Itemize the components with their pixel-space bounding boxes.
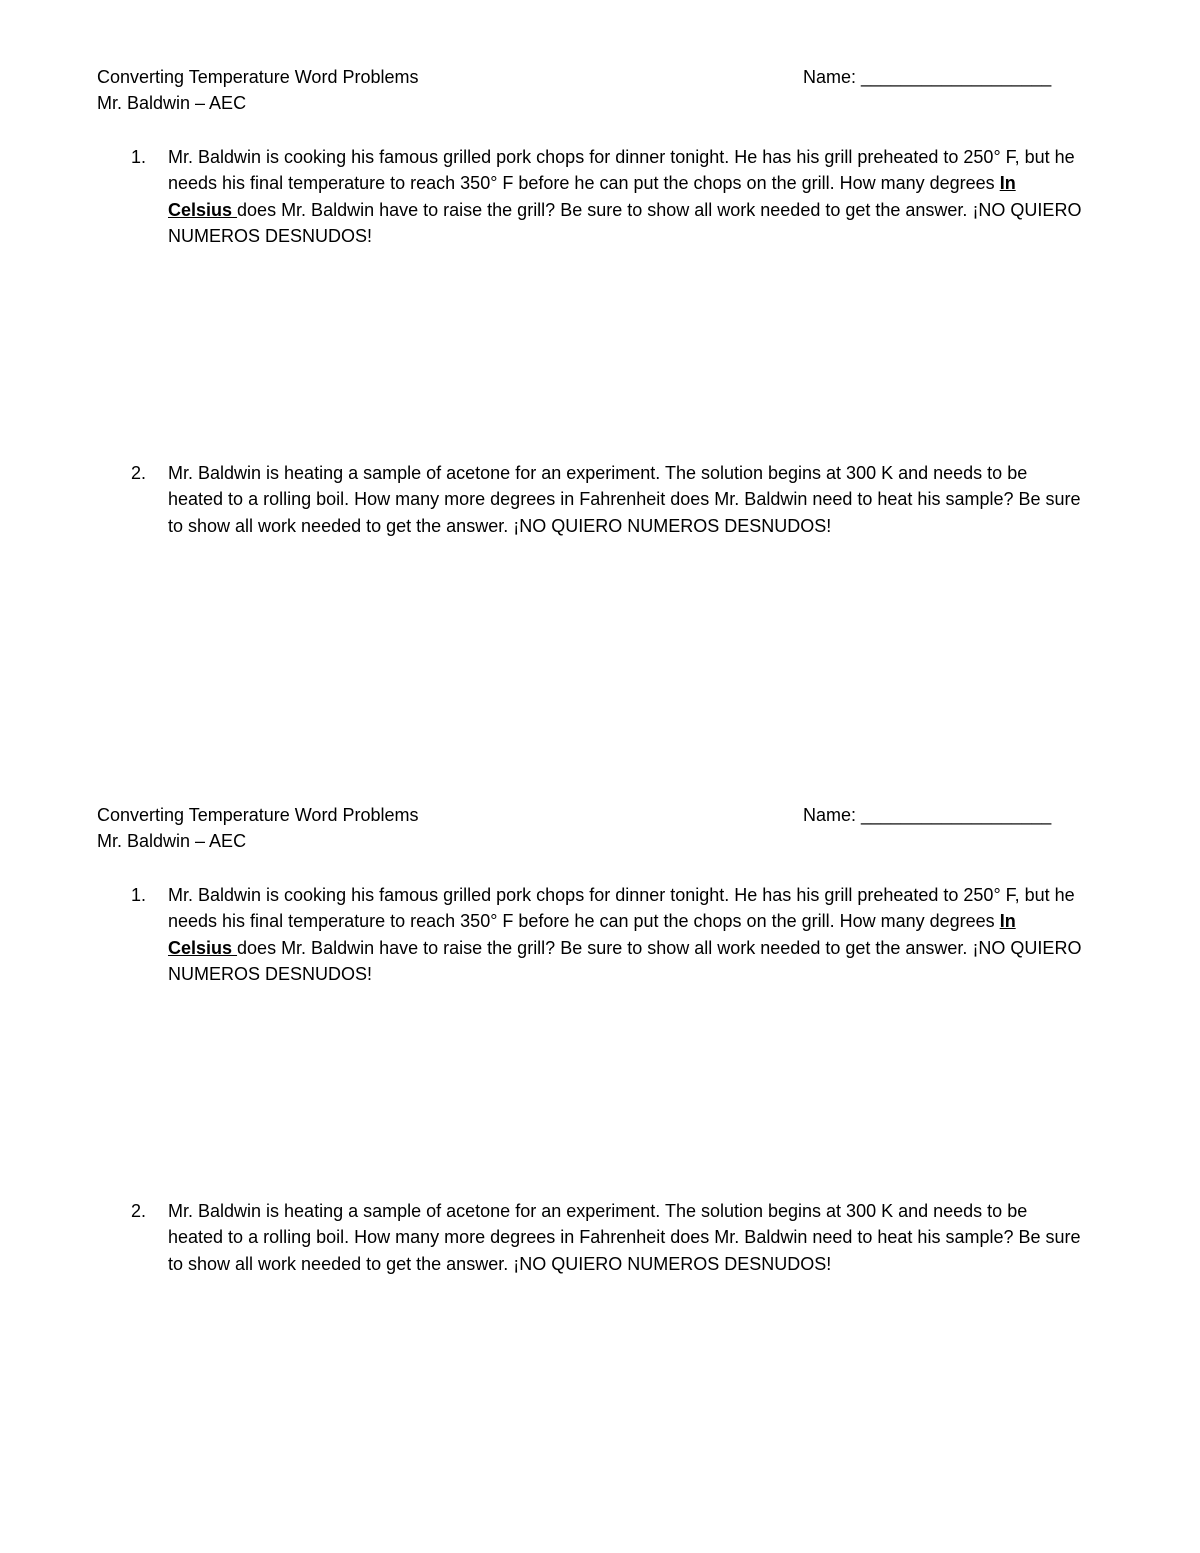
- question-1: [97, 882, 1097, 988]
- question-2: [97, 1198, 1097, 1277]
- worksheet-header: [97, 802, 1097, 828]
- question-text-before: Mr. Baldwin is cooking his famous grilled pork chops for dinner tonight. He has his grill preheated to 250° F, but he needs his final temperature to reach 350° F before he can put the chops on the grill. How many degrees: [168, 885, 1075, 932]
- worksheet-title: Converting Temperature Word Problems: [97, 805, 419, 825]
- name-field-label: Name: ___________________: [803, 805, 1052, 825]
- question-text: [168, 882, 1083, 988]
- question-2: [97, 460, 1097, 539]
- question-text: Mr. Baldwin is heating a sample of acetone for an experiment. The solution begins at 300 K and needs to be heated to a rolling boil. How many more degrees in Fahrenheit does Mr. Baldwin need to heat his sample? Be sure to show all work needed to get the answer. ¡NO QUIERO NUMEROS DESNUDOS!: [168, 1201, 1081, 1274]
- question-text-after: does Mr. Baldwin have to raise the grill? Be sure to show all work needed to get the answer. ¡NO QUIERO NUMEROS DESNUDOS!: [168, 937, 1082, 985]
- question-text-before: Mr. Baldwin is cooking his famous grilled pork chops for dinner tonight. He has his grill preheated to 250° F, but he needs his final temperature to reach 350° F before he can put the chops on the grill. How many degrees: [168, 147, 1075, 194]
- question-number: 2.: [131, 463, 147, 483]
- teacher-line: Mr. Baldwin – AEC: [97, 831, 247, 851]
- question-number: 1.: [131, 147, 147, 167]
- question-emphasis: In Celsius: [168, 911, 1016, 958]
- question-number: 2.: [131, 1201, 147, 1221]
- worksheet-title: Converting Temperature Word Problems: [97, 67, 419, 87]
- question-text: [168, 144, 1083, 250]
- worksheet-header: [97, 64, 1097, 90]
- question-text: Mr. Baldwin is heating a sample of acetone for an experiment. The solution begins at 300 K and needs to be heated to a rolling boil. How many more degrees in Fahrenheit does Mr. Baldwin need to heat his sample? Be sure to show all work needed to get the answer. ¡NO QUIERO NUMEROS DESNUDOS!: [168, 463, 1081, 536]
- question-emphasis: In Celsius: [168, 173, 1016, 220]
- teacher-line: Mr. Baldwin – AEC: [97, 93, 247, 113]
- question-number: 1.: [131, 885, 147, 905]
- worksheet-top: [97, 64, 1097, 536]
- question-text-after: does Mr. Baldwin have to raise the grill? Be sure to show all work needed to get the answer. ¡NO QUIERO NUMEROS DESNUDOS!: [168, 199, 1082, 247]
- worksheet-bottom: [97, 802, 1097, 1274]
- name-field-label: Name: ___________________: [803, 67, 1052, 87]
- question-1: [97, 144, 1097, 250]
